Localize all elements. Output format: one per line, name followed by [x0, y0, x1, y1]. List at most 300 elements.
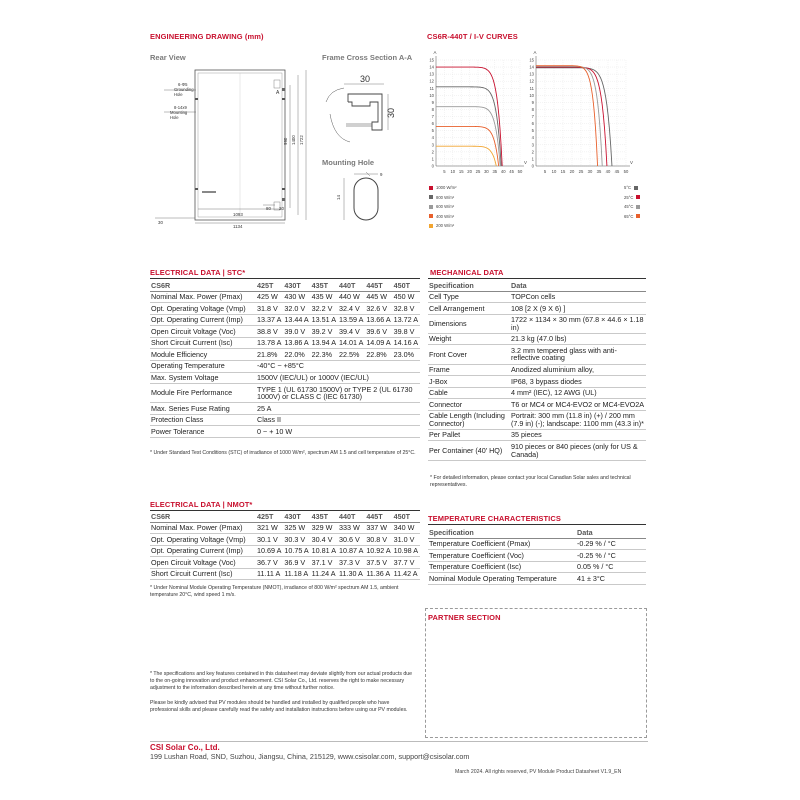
- table-row: [150, 291, 420, 303]
- legend-label: 200 W/m²: [436, 223, 455, 228]
- table-cell: 13.51 A: [311, 315, 337, 325]
- mech-title: MECHANICAL DATA: [430, 268, 504, 277]
- table-cell: Module Efficiency: [151, 349, 208, 359]
- x-tick-label: 15: [458, 169, 464, 174]
- table-cell: 13.44 A: [284, 315, 309, 325]
- table-cell: T6 or MC4 or MC4-EVO2 or MC4-EVO2A: [511, 399, 645, 409]
- legend-swatch: [429, 195, 433, 199]
- y-tick-label: 3: [431, 142, 434, 148]
- table-cell: 14.09 A: [366, 338, 391, 348]
- footer-copyright: March 2024. All rights reserved, PV Module Product Datasheet V1.9_EN: [455, 769, 622, 775]
- iv-panel-2: [529, 50, 633, 174]
- table-cell: 13.66 A: [366, 315, 391, 325]
- stc-title: ELECTRICAL DATA | STC*: [150, 268, 246, 277]
- table-cell: IP68, 3 bypass diodes: [511, 376, 582, 386]
- table-cell: Nominal Max. Power (Pmax): [151, 523, 243, 533]
- table-header-cell: Data: [577, 527, 593, 537]
- table-cell: Cable: [429, 388, 448, 398]
- table-cell: 333 W: [338, 523, 360, 533]
- table-cell: 10.69 A: [257, 546, 282, 556]
- legend-item: [429, 223, 454, 228]
- table-header-cell: 445T: [366, 280, 383, 290]
- table-cell: TOPCon cells: [511, 292, 556, 302]
- legend-label: 5°C: [624, 185, 632, 190]
- y-tick-label: 3: [531, 142, 534, 148]
- cs-dim-30-side: 30: [386, 107, 396, 118]
- table-cell: 22.8%: [366, 349, 387, 359]
- legend-label: 400 W/m²: [436, 213, 455, 219]
- table-cell: 11.42 A: [393, 569, 418, 579]
- y-unit-label: A: [433, 50, 437, 55]
- table-header-cell: 440T: [338, 511, 356, 521]
- table-cell: 13.86 A: [284, 338, 309, 348]
- x-tick-label: 35: [596, 169, 602, 174]
- legend-item: [429, 214, 454, 219]
- table-cell: Open Circuit Voltage (Voc): [151, 326, 236, 336]
- iv-panel-1: [429, 50, 527, 174]
- table-cell: 32.4 V: [338, 303, 360, 313]
- table-cell: 430 W: [284, 292, 306, 302]
- y-tick-label: 14: [529, 64, 534, 70]
- table-cell: 340 W: [393, 523, 415, 533]
- y-tick-label: 10: [529, 92, 534, 98]
- table-cell: -40°C ~ +85°C: [257, 361, 304, 371]
- table-cell: 30.6 V: [338, 534, 360, 544]
- table-header-cell: 450T: [393, 511, 411, 521]
- table-cell: 39.0 V: [284, 326, 306, 336]
- table-cell: -0.29 % / °C: [577, 539, 616, 549]
- table-cell: 22.0%: [284, 349, 305, 359]
- table-cell: 35 pieces: [511, 430, 542, 440]
- dim-1093: 1093: [233, 212, 243, 217]
- table-cell: 11.18 A: [284, 569, 309, 579]
- nmot-title: ELECTRICAL DATA | NMOT*: [150, 500, 253, 509]
- legend-label: 45°C: [624, 204, 634, 209]
- table-cell: 30.3 V: [284, 534, 306, 544]
- table-cell: 37.1 V: [311, 557, 333, 567]
- x-tick-label: 5: [443, 169, 446, 174]
- table-row: [150, 557, 420, 569]
- mech-note: * For detailed information, please contact your local Canadian Solar sales and technical representatives.: [430, 475, 631, 488]
- table-header-cell: 430T: [284, 511, 301, 521]
- table-cell: Short Circuit Current (Isc): [151, 569, 233, 579]
- y-tick-label: 15: [529, 57, 534, 63]
- table-row: [150, 522, 420, 534]
- y-tick-label: 9: [431, 99, 434, 105]
- legend-swatch: [429, 205, 433, 209]
- legend-swatch: [429, 186, 433, 190]
- dim-1400: 1400: [291, 135, 296, 145]
- table-cell: 30.8 V: [366, 534, 388, 544]
- table-cell: 23.0%: [393, 349, 415, 359]
- dim-30: 30: [158, 220, 163, 225]
- table-header-cell: 440T: [338, 280, 356, 290]
- nmot-table: [150, 511, 420, 580]
- dim-1134: 1134: [233, 224, 243, 229]
- table-row: [150, 384, 420, 403]
- y-tick-label: 15: [429, 57, 434, 63]
- iv-curve: [436, 146, 496, 166]
- table-row: [428, 573, 646, 585]
- y-tick-label: 11: [529, 85, 534, 91]
- table-header-cell: 430T: [284, 280, 301, 290]
- engineering-title: ENGINEERING DRAWING (mm): [150, 32, 264, 41]
- table-cell: Max. System Voltage: [151, 373, 219, 382]
- table-cell: 13.59 A: [338, 315, 364, 325]
- table-row: [150, 414, 420, 426]
- y-tick-label: 8: [531, 106, 534, 112]
- table-cell: Temperature Coefficient (Voc): [429, 550, 524, 560]
- table-row: [428, 387, 646, 399]
- frame-cross-label: Frame Cross Section A-A: [322, 53, 413, 62]
- table-row: [428, 399, 646, 411]
- legend-item: [429, 195, 454, 200]
- x-tick-label: 25: [578, 169, 584, 174]
- y-tick-label: 2: [531, 149, 534, 155]
- table-cell: 329 W: [311, 523, 333, 533]
- grounding-label-1: 6-Φ5: [178, 82, 188, 87]
- table-cell: Connector: [429, 399, 463, 409]
- table-cell: 41 ± 3°C: [577, 573, 605, 583]
- footer-company: CSI Solar Co., Ltd.: [150, 743, 220, 752]
- table-cell: Cable Length (Including Connector): [429, 411, 505, 428]
- legend-item: [624, 214, 640, 219]
- y-tick-label: 6: [531, 121, 534, 127]
- table-cell: Cell Type: [429, 292, 459, 302]
- table-cell: 108 [2 X (9 X 6) ]: [511, 303, 566, 313]
- y-tick-label: 10: [429, 92, 434, 98]
- table-header-cell: CS6R: [151, 511, 171, 521]
- x-tick-label: 20: [569, 169, 575, 174]
- y-tick-label: 5: [531, 128, 534, 134]
- table-cell: Cell Arrangement: [429, 303, 485, 313]
- partner-title: PARTNER SECTION: [428, 613, 501, 622]
- table-cell: 11.11 A: [257, 569, 281, 579]
- table-cell: Nominal Module Operating Temperature: [429, 573, 557, 583]
- table-header-cell: 425T: [257, 280, 274, 290]
- table-row: [150, 534, 420, 546]
- table-cell: 37.5 V: [366, 557, 388, 567]
- table-row: [428, 376, 646, 388]
- table-cell: 22.3%: [311, 349, 333, 359]
- table-cell: 38.8 V: [257, 326, 278, 336]
- y-tick-label: 13: [429, 71, 434, 77]
- iv-title: CS6R-440T / I-V CURVES: [427, 32, 518, 41]
- legend-label: 1000 W/m²: [436, 185, 457, 190]
- table-cell: 32.6 V: [366, 303, 388, 313]
- table-row: [150, 303, 420, 315]
- table-cell: 36.7 V: [257, 557, 278, 567]
- table-cell: 10.75 A: [284, 546, 309, 556]
- junction-box: [274, 80, 280, 88]
- table-cell: 25 A: [257, 403, 272, 413]
- y-tick-label: 6: [431, 121, 434, 127]
- table-cell: Front Cover: [429, 349, 467, 359]
- table-cell: Opt. Operating Current (Imp): [151, 546, 243, 556]
- legend-label: 600 W/m²: [436, 204, 455, 209]
- x-tick-label: 45: [614, 169, 620, 174]
- table-cell: Opt. Operating Voltage (Vmp): [151, 303, 246, 313]
- table-row: [428, 441, 646, 460]
- table-cell: 37.7 V: [393, 557, 415, 567]
- legend-item: [624, 204, 640, 209]
- rear-view-drawing: [150, 60, 320, 230]
- legend-item: [429, 204, 454, 209]
- svg-text:Mounting: Mounting: [170, 110, 188, 115]
- table-row: [150, 360, 420, 372]
- table-cell: 450 W: [393, 292, 415, 302]
- dim-1722: 1722: [299, 135, 304, 145]
- y-tick-label: 5: [431, 128, 434, 134]
- nmot-note: * Under Nominal Module Operating Temperature (NMOT), irradiance of 800 W/m² spectrum AM 1.5, ambient temperature 20°C, wind speed 1 m/s.: [150, 585, 399, 598]
- table-cell: Opt. Operating Voltage (Vmp): [151, 534, 246, 544]
- table-cell: 32.8 V: [393, 303, 415, 313]
- x-tick-label: 15: [560, 169, 566, 174]
- table-cell: Per Pallet: [429, 430, 461, 440]
- stc-note: * Under Standard Test Conditions (STC) of irradiance of 1000 W/m², spectrum AM 1.5 and cell temperature of 25°C.: [150, 450, 416, 456]
- y-tick-label: 11: [429, 85, 434, 91]
- x-tick-label: 35: [492, 169, 498, 174]
- table-cell: 31.0 V: [393, 534, 415, 544]
- table-cell: 14.01 A: [338, 338, 364, 348]
- table-row: [150, 314, 420, 326]
- cs-dim-30-top: 30: [360, 74, 371, 84]
- y-tick-label: 7: [531, 114, 534, 120]
- table-header-cell: 425T: [257, 511, 274, 521]
- y-tick-label: 1: [531, 156, 534, 162]
- footer-address: 199 Lushan Road, SND, Suzhou, Jiangsu, China, 215129, www.csisolar.com, support@csisolar.com: [150, 752, 470, 761]
- y-tick-label: 0: [531, 163, 534, 169]
- table-cell: 10.98 A: [393, 546, 419, 556]
- temp-title: TEMPERATURE CHARACTERISTICS: [428, 514, 561, 523]
- table-row: [428, 303, 646, 315]
- rear-view-label: Rear View: [150, 53, 186, 62]
- table-cell: Max. Series Fuse Rating: [151, 403, 230, 413]
- y-tick-label: 9: [531, 99, 534, 105]
- legend-swatch: [636, 205, 640, 209]
- disclaimer-p2: Please be kindly advised that PV modules should be handled and installed by qualified people who have professional skills and please carefully read the safety and installation instructions before using our PV modules.: [150, 700, 408, 713]
- y-tick-label: 12: [429, 78, 434, 84]
- x-tick-label: 30: [484, 169, 489, 174]
- table-row: [428, 364, 646, 376]
- table-cell: Module Fire Performance: [151, 388, 233, 398]
- table-row: [428, 561, 646, 573]
- y-tick-label: 14: [429, 64, 434, 70]
- table-cell: 11.36 A: [366, 569, 391, 579]
- table-cell: 32.2 V: [311, 303, 333, 313]
- legend-label: 65°C: [624, 213, 634, 219]
- x-tick-label: 45: [509, 169, 514, 174]
- table-cell: 10.81 A: [311, 546, 337, 556]
- table-row: [150, 349, 420, 361]
- iv-chart-svg: [424, 42, 640, 182]
- table-row: [428, 333, 646, 345]
- svg-text:Hole: Hole: [174, 92, 183, 97]
- table-cell: Short Circuit Current (Isc): [151, 338, 233, 348]
- table-cell: 4 mm² (IEC), 12 AWG (UL): [511, 388, 597, 398]
- mech-table: [428, 280, 646, 461]
- table-header-cell: 445T: [366, 511, 383, 521]
- y-tick-label: 0: [431, 163, 434, 169]
- stc-table: [150, 280, 420, 438]
- table-row: [428, 291, 646, 303]
- table-header-row: [150, 511, 420, 522]
- table-row: [428, 345, 646, 364]
- dim-80: 80: [266, 206, 271, 211]
- table-cell: 21.8%: [257, 349, 278, 359]
- table-row: [150, 545, 420, 557]
- x-tick-label: 10: [551, 169, 557, 174]
- table-cell: 11.24 A: [311, 569, 336, 579]
- table-cell: 32.0 V: [284, 303, 306, 313]
- table-cell: 36.9 V: [284, 557, 306, 567]
- y-tick-label: 4: [531, 135, 534, 141]
- x-tick-label: 50: [517, 169, 523, 174]
- y-tick-label: 1: [431, 156, 434, 162]
- legend-swatch: [429, 224, 433, 228]
- x-tick-label: 40: [605, 169, 611, 174]
- legend-swatch: [429, 214, 433, 218]
- table-header-cell: Data: [511, 280, 527, 290]
- table-cell: 3.2 mm tempered glass with anti-reflective coating: [511, 345, 617, 363]
- table-row: [428, 314, 646, 333]
- table-cell: 10.92 A: [366, 546, 391, 556]
- table-cell: 13.78 A: [257, 338, 282, 348]
- table-cell: Temperature Coefficient (Isc): [429, 562, 522, 572]
- table-cell: 22.5%: [338, 349, 360, 359]
- mounting-hole-drawing: [330, 170, 400, 225]
- y-tick-label: 2: [431, 149, 434, 155]
- legend-label: 25°C: [624, 194, 634, 200]
- table-cell: 39.4 V: [338, 326, 360, 336]
- y-unit-label: A: [533, 50, 537, 55]
- table-header-cell: Specification: [429, 280, 474, 290]
- table-cell: 445 W: [366, 292, 388, 302]
- partner-box: [425, 608, 647, 738]
- table-cell: 435 W: [311, 292, 333, 302]
- table-cell: Nominal Max. Power (Pmax): [151, 292, 243, 302]
- table-header-cell: 450T: [393, 280, 411, 290]
- table-cell: Opt. Operating Current (Imp): [151, 315, 243, 325]
- legend-item: [624, 185, 638, 190]
- table-row: [150, 426, 420, 438]
- y-tick-label: 4: [431, 135, 434, 141]
- section-a-label: A: [276, 90, 280, 96]
- table-cell: Power Tolerance: [151, 426, 205, 436]
- table-cell: 13.72 A: [393, 315, 419, 325]
- legend-swatch: [636, 195, 640, 199]
- table-row: [428, 429, 646, 441]
- table-cell: 11.30 A: [338, 569, 363, 579]
- table-cell: Frame: [429, 365, 450, 374]
- x-tick-label: 30: [587, 169, 593, 174]
- table-cell: 325 W: [284, 523, 306, 533]
- table-row: [150, 403, 420, 415]
- table-cell: 13.37 A: [257, 315, 282, 325]
- table-cell: 30.1 V: [257, 534, 278, 544]
- x-tick-label: 10: [450, 169, 456, 174]
- mounting-hole-label: Mounting Hole: [322, 158, 375, 167]
- table-cell: -0.25 % / °C: [577, 550, 616, 560]
- table-header-row: [428, 527, 646, 538]
- table-cell: 1722 × 1134 × 30 mm (67.8 × 44.6 × 1.18 in): [511, 315, 644, 332]
- table-cell: 0.05 % / °C: [577, 562, 614, 572]
- y-tick-label: 7: [431, 114, 434, 120]
- table-cell: 30.4 V: [311, 534, 333, 544]
- table-row: [150, 337, 420, 349]
- table-row: [150, 568, 420, 580]
- legend-swatch: [636, 214, 640, 218]
- table-header-cell: 435T: [311, 511, 329, 521]
- y-tick-label: 12: [529, 78, 534, 84]
- mh-dim-9: 9: [380, 172, 383, 177]
- table-row: [150, 326, 420, 338]
- table-cell: Protection Class: [151, 415, 204, 425]
- svg-text:Grounding: Grounding: [174, 87, 194, 92]
- x-tick-label: 50: [623, 169, 629, 174]
- table-cell: TYPE 1 (UL 61730 1500V) or TYPE 2 (UL 61730 1000V) or CLASS C (IEC 61730): [257, 384, 413, 402]
- table-cell: 39.6 V: [366, 326, 388, 336]
- table-cell: 440 W: [338, 292, 360, 302]
- table-cell: Anodized aluminium alloy,: [511, 365, 594, 374]
- dim-990: 990: [283, 137, 288, 145]
- temp-table: [428, 527, 646, 585]
- table-header-cell: 435T: [311, 280, 329, 290]
- table-cell: 37.3 V: [338, 557, 360, 567]
- table-cell: Dimensions: [429, 318, 467, 328]
- x-unit-label: V: [630, 160, 633, 165]
- disclaimer-p1: * The specifications and key features contained in this datasheet may deviate slightly from our actual products due to the on-going innovation and product enhancement. CSI Solar Co., Ltd. reserves the right to make necessary adjustment to the information described herein at any time without further notice.: [150, 671, 413, 691]
- table-header-row: [428, 280, 646, 291]
- x-tick-label: 40: [500, 169, 506, 174]
- table-cell: 425 W: [257, 292, 278, 302]
- table-cell: 910 pieces or 840 pieces (only for US & Canada): [511, 441, 638, 459]
- table-cell: Weight: [429, 334, 452, 344]
- x-unit-label: V: [524, 160, 527, 165]
- x-tick-label: 5: [543, 169, 547, 174]
- table-cell: 21.3 kg (47.0 lbs): [511, 334, 567, 344]
- table-cell: 31.8 V: [257, 303, 278, 313]
- x-tick-label: 25: [475, 169, 481, 174]
- table-row: [428, 538, 646, 550]
- dim-20: 20: [279, 206, 284, 211]
- table-cell: Class II: [257, 415, 281, 425]
- table-cell: 13.94 A: [311, 338, 337, 348]
- x-tick-label: 20: [467, 169, 472, 174]
- table-cell: 1500V (IEC/UL) or 1000V (IEC/UL): [257, 373, 369, 382]
- table-cell: Temperature Coefficient (Pmax): [429, 539, 531, 549]
- table-header-cell: CS6R: [151, 280, 171, 290]
- legend-swatch: [634, 186, 638, 190]
- table-cell: 39.2 V: [311, 326, 333, 336]
- iv-curve: [536, 66, 598, 166]
- table-row: [150, 372, 420, 384]
- y-tick-label: 13: [529, 71, 534, 77]
- table-header-cell: Specification: [429, 527, 474, 537]
- frame-cross-drawing: [322, 62, 412, 152]
- table-cell: Portrait: 300 mm (11.8 in) (+) / 200 mm (7.9 in) (-); landscape: 1100 mm (43.3 in)*: [511, 411, 644, 428]
- table-cell: 0 ~ + 10 W: [257, 426, 293, 436]
- table-cell: J-Box: [429, 376, 448, 386]
- iv-curve: [536, 68, 612, 166]
- mh-dim-14: 14: [336, 195, 341, 200]
- table-row: [428, 410, 646, 429]
- table-cell: Per Container (40' HQ): [429, 445, 503, 455]
- table-header-row: [150, 280, 420, 291]
- table-row: [428, 550, 646, 562]
- table-cell: 14.16 A: [393, 338, 419, 348]
- legend-item: [624, 195, 640, 200]
